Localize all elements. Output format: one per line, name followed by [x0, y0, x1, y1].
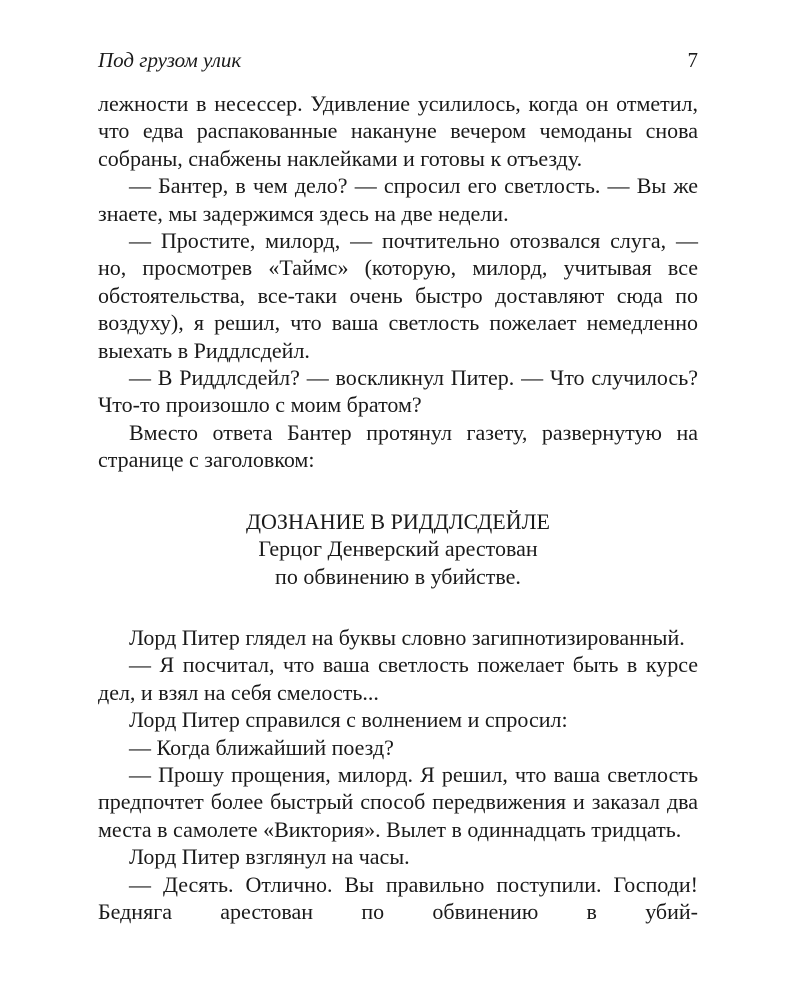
headline-line: Герцог Денверский арестован: [258, 536, 538, 562]
paragraph: — Я посчитал, что ваша светлость пожелает быть в курсе дел, и взял на себя смелость...: [98, 652, 698, 705]
paragraph: — Десять. Отлично. Вы правильно поступили. Господи! Бедняга арестован по обвинению в убий-: [98, 871, 698, 924]
newspaper-headline: [98, 508, 698, 590]
page-number: 7: [687, 48, 698, 72]
headline-line: ДОЗНАНИЕ В РИДДЛСДЕЙЛЕ: [246, 508, 550, 534]
paragraph: — Когда ближайший поезд?: [129, 734, 394, 760]
paragraph: Лорд Питер глядел на буквы словно загипнотизированный.: [129, 624, 685, 650]
running-header: [98, 48, 698, 78]
paragraph: — В Риддлсдейл? — воскликнул Питер. — Что случилось? Что-то произошло с моим братом?: [98, 365, 698, 418]
paragraph: — Бантер, в чем дело? — спросил его светлость. — Вы же знаете, мы задержимся здесь на две недели.: [98, 173, 698, 226]
paragraph: — Прошу прощения, милорд. Я решил, что ваша светлость предпочтет более быстрый способ передвижения и заказал два места в самолете «Виктория». Вылет в одиннадцать тридцать.: [98, 761, 698, 842]
paragraph: — Простите, милорд, — почтительно отозвался слуга, — но, просмотрев «Таймс» (которую, милорд, учитывая все обстоятельства, все-таки очень быстро доставляют сюда по воздуху), я решил, что ваша светлость пожелает немедленно выехать в Риддлсдейл.: [98, 228, 698, 363]
running-title: Под грузом улик: [98, 48, 242, 72]
paragraph: Лорд Питер справился с волнением и спросил:: [129, 707, 568, 733]
paragraph: Вместо ответа Бантер протянул газету, развернутую на странице с заголовком:: [98, 419, 698, 473]
paragraph: Лорд Питер взглянул на часы.: [129, 844, 410, 870]
paragraph: лежности в несессер. Удивление усилилось, когда он отметил, что едва распакованные накануне вечером чемоданы снова собраны, снабжены наклейками и готовы к отъезду.: [98, 91, 698, 171]
body-text: [98, 90, 698, 925]
headline-line: по обвинению в убийстве.: [275, 563, 521, 589]
